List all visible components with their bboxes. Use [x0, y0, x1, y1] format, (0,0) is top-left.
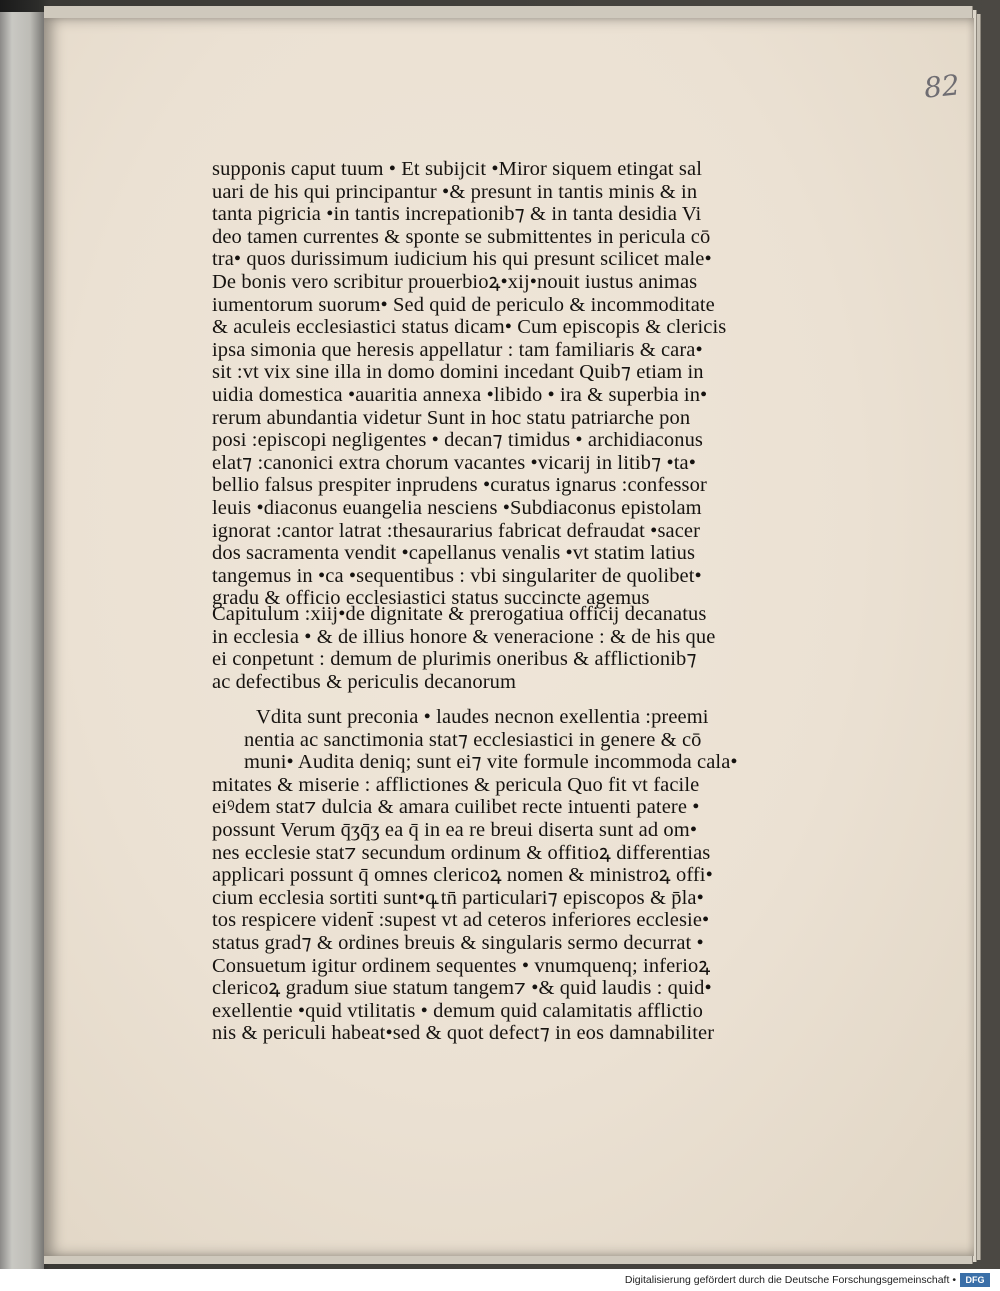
text-line: posi :episcopi negligentes • decan⁊ timidus • archidiaconus	[212, 429, 704, 452]
text-line: mitates & miserie : afflictiones & pericula Quo fit vt facile	[212, 773, 700, 796]
text-line: tra• quos durissimum iudicium his qui presunt scilicet male•	[212, 248, 712, 271]
text-line: uari de his qui principantur •& presunt in tantis minis & in	[212, 180, 698, 203]
text-line: leuis •diaconus euangelia nesciens •Subdiaconus epistolam	[212, 496, 702, 519]
text-line: gradu & officio ecclesiastici status succincte agemus	[212, 587, 650, 610]
text-line: sit :vt vix sine illa in domo domini incedant Quib⁊ etiam in	[212, 361, 704, 384]
chapter-heading	[212, 603, 715, 693]
heading-line: ei conpetunt : demum de plurimis oneribus & afflictionib⁊	[212, 648, 697, 671]
text-line: exellentie •quid vtilitatis • demum quid calamitatis afflictio	[212, 999, 703, 1022]
text-line: possunt Verum q̄ʒq̄ʒ ea q̄ in ea re breui diserta sunt ad om•	[212, 818, 698, 841]
text-line: tos respicere vident̄ :supest vt ad ceteros inferiores ecclesie•	[212, 909, 710, 932]
text-line: uidia domestica •auaritia annexa •libido • ira & superbia in•	[212, 383, 708, 406]
adjacent-page-edge	[0, 12, 44, 1269]
heading-line: in ecclesia • & de illius honore & veneracione : & de his que	[212, 625, 716, 648]
text-line: elat⁊ :canonici extra chorum vacantes •vicarij in litib⁊ •ta•	[212, 451, 697, 474]
text-line: muni• Audita deniq; sunt ei⁊ vite formule incommoda cala•	[244, 751, 738, 774]
funding-credit: Digitalisierung gefördert durch die Deutsche Forschungsgemeinschaft •	[624, 1274, 956, 1286]
text-line: Consuetum igitur ordinem sequentes • vnumquenq; inferioꝝ	[212, 954, 711, 977]
text-line: rerum abundantia videtur Sunt in hoc statu patriarche pon	[212, 406, 691, 429]
text-line: De bonis vero scribitur prouerbioꝝ•xij•nouit iustus animas	[212, 270, 698, 293]
text-line: tanta pigricia •in tantis increpationib⁊ & in tanta desidia Vi	[212, 203, 702, 226]
text-line: nentia ac sanctimonia stat⁊ ecclesiastici in genere & cō	[244, 728, 702, 751]
text-line: cium ecclesia sortiti sunt•q꜡ tn̄ particulari⁊ episcopos & p̄la•	[212, 886, 704, 909]
body-text-block-1	[212, 158, 726, 610]
text-line: bellio falsus prespiter inprudens •curatus ignarus :confessor	[212, 474, 707, 497]
text-line: tangemus in •ca •sequentibus : vbi singulariter de quolibet•	[212, 564, 702, 587]
text-line: nis & periculi habeat•sed & quot defect⁊ in eos damnabiliter	[212, 1022, 715, 1045]
text-line: status grad⁊ & ordines breuis & singularis sermo decurrat •	[212, 931, 704, 954]
body-text-block-2	[212, 706, 738, 1045]
heading-line: ac defectibus & periculis decanorum	[212, 670, 517, 693]
dfg-logo: DFG	[960, 1273, 990, 1287]
text-line: dos sacramenta vendit •capellanus venalis •vt statim latius	[212, 542, 696, 565]
text-line: ignorat :cantor latrat :thesaurarius fabricat defraudat •sacer	[212, 519, 701, 542]
text-line: eiꝰdem stat⁊ dulcia & amara cuilibet recte intuenti patere •	[212, 796, 700, 819]
text-line: applicari possunt q̄ omnes clericoꝝ nomen & ministroꝝ offi•	[212, 864, 713, 887]
text-line: supponis caput tuum • Et subijcit •Miror siquem etingat sal	[212, 158, 702, 180]
text-line: deo tamen currentes & sponte se submittentes in pericula cō	[212, 225, 711, 248]
text-line: & aculeis ecclesiastici status dicam• Cum episcopis & clericis	[212, 316, 727, 339]
text-line: ipsa simonia que heresis appellatur : tam familiaris & cara•	[212, 338, 703, 361]
footer-bar	[0, 1271, 1000, 1291]
text-line-initial: Vdita sunt preconia • laudes necnon exellentia :preemi	[256, 706, 709, 728]
folio-number: 82	[922, 68, 962, 105]
text-line: clericoꝝ gradum siue statum tangem⁊ •& quid laudis : quid•	[212, 977, 712, 1000]
heading-line: Capitulum :xiij•de dignitate & prerogatiua officij decanatus	[212, 603, 707, 625]
text-line: iumentorum suorum• Sed quid de periculo & incommoditate	[212, 293, 715, 316]
text-line: nes ecclesie stat⁊ secundum ordinum & offitioꝝ differentias	[212, 841, 711, 864]
